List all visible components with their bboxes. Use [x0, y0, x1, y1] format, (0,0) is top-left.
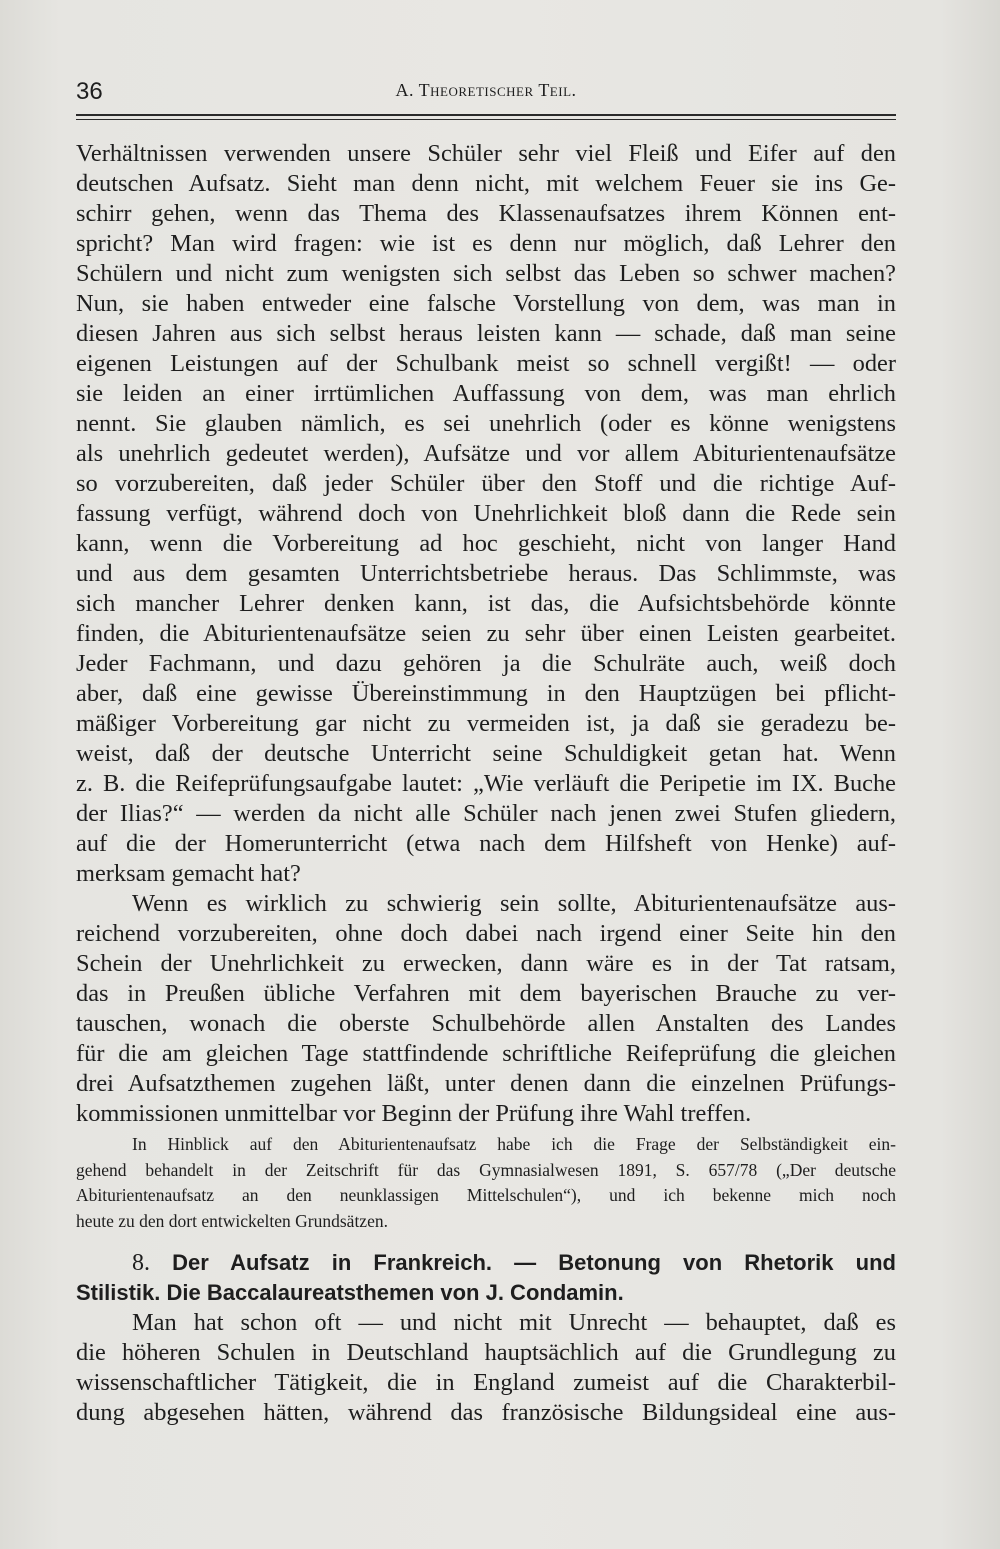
text-line: Schülern und nicht zum wenigsten sich selbst das Leben so schwer machen?: [76, 260, 896, 287]
section-heading-line-2: Stilistik. Die Baccalaureatsthemen von J. Condamin.: [76, 1280, 624, 1305]
text-line: merksam gemacht hat?: [76, 860, 301, 887]
text-line: der Ilias?“ — werden da nicht alle Schüler nach jenen zwei Stufen gliedern,: [76, 800, 896, 827]
text-line: dung abgesehen hätten, während das französische Bildungsideal eine aus-: [76, 1399, 896, 1426]
footnote: [76, 1132, 896, 1234]
page-number: 36: [76, 78, 103, 105]
footnote-line: gehend behandelt in der Zeitschrift für das Gymnasialwesen 1891, S. 657/78 („Der deutsche: [76, 1159, 896, 1180]
text-line: z. B. die Reifeprüfungsaufgabe lautet: „Wie verläuft die Peripetie im IX. Buche: [76, 770, 896, 797]
header-rule-thin: [76, 119, 896, 120]
section-number: 8.: [132, 1250, 150, 1276]
header-rule: [76, 114, 896, 116]
text-line: finden, die Abiturientenaufsätze seien zu sehr über einen Leisten gearbeitet.: [76, 620, 896, 647]
text-line: Verhältnissen verwenden unsere Schüler sehr viel Fleiß und Eifer auf den: [76, 140, 896, 167]
text-line: spricht? Man wird fragen: wie ist es denn nur möglich, daß Lehrer den: [76, 230, 896, 257]
text-line: tauschen, wonach die oberste Schulbehörde allen Anstalten des Landes: [76, 1010, 896, 1037]
page-header: [76, 76, 896, 106]
text-line: Wenn es wirklich zu schwierig sein sollte, Abiturientenaufsätze aus-: [132, 890, 896, 917]
page-body: [76, 139, 896, 1428]
text-line: Jeder Fachmann, und dazu gehören ja die Schulräte auch, weiß doch: [76, 650, 896, 677]
text-line: nennt. Sie glauben nämlich, es sei unehrlich (oder es könne wenigstens: [76, 410, 896, 437]
text-line: aber, daß eine gewisse Übereinstimmung in den Hauptzügen bei pflicht-: [76, 680, 896, 707]
running-head: A. Theoretischer Teil.: [395, 80, 577, 100]
text-line: kann, wenn die Vorbereitung ad hoc geschieht, nicht von langer Hand: [76, 530, 896, 557]
text-line: fassung verfügt, während doch von Unehrlichkeit bloß dann die Rede sein: [76, 500, 896, 527]
text-line: und aus dem gesamten Unterrichtsbetriebe heraus. Das Schlimmste, was: [76, 560, 896, 587]
paragraph-3: [76, 1308, 896, 1428]
text-line: schirr gehen, wenn das Thema des Klassenaufsatzes ihrem Können ent-: [76, 200, 896, 227]
text-line: sie leiden an einer irrtümlichen Auffassung von dem, was man ehrlich: [76, 380, 896, 407]
section-heading: [76, 1248, 896, 1308]
text-line: deutschen Aufsatz. Sieht man denn nicht, mit welchem Feuer sie ins Ge-: [76, 170, 896, 197]
text-line: wissenschaftlicher Tätigkeit, die in England zumeist auf die Charakterbil-: [76, 1369, 896, 1396]
text-line: weist, daß der deutsche Unterricht seine Schuldigkeit getan hat. Wenn: [76, 740, 896, 767]
text-line: für die am gleichen Tage stattfindende schriftliche Reifeprüfung die gleichen: [76, 1040, 896, 1067]
text-line: eigenen Leistungen auf der Schulbank meist so schnell vergißt! — oder: [76, 350, 896, 377]
footnote-line: Abiturientenaufsatz an den neunklassigen Mittelschulen“), und ich bekenne mich noch: [76, 1185, 896, 1205]
text-line: kommissionen unmittelbar vor Beginn der Prüfung ihre Wahl treffen.: [76, 1100, 752, 1127]
text-line: so vorzubereiten, daß jeder Schüler über den Stoff und die richtige Auf-: [76, 470, 896, 497]
text-line: sich mancher Lehrer denken kann, ist das, die Aufsichtsbehörde könnte: [76, 590, 896, 617]
text-line: drei Aufsatzthemen zugehen läßt, unter denen dann die einzelnen Prüfungs-: [76, 1070, 896, 1097]
paragraph-1: [76, 139, 896, 889]
text-line: Schein der Unehrlichkeit zu erwecken, dann wäre es in der Tat ratsam,: [76, 950, 896, 977]
text-line: die höheren Schulen in Deutschland hauptsächlich auf die Grundlegung zu: [76, 1339, 896, 1366]
text-line: Man hat schon oft — und nicht mit Unrecht — behauptet, daß es: [132, 1309, 896, 1336]
text-line: reichend vorzubereiten, ohne doch dabei nach irgend einer Seite hin den: [76, 920, 896, 947]
text-line: auf die der Homerunterricht (etwa nach dem Hilfsheft von Henke) auf-: [76, 830, 896, 857]
footnote-line: heute zu den dort entwickelten Grundsätzen.: [76, 1210, 388, 1231]
text-line: mäßiger Vorbereitung gar nicht zu vermeiden ist, ja daß sie geradezu be-: [76, 710, 896, 737]
section-heading-line-1: [76, 1248, 896, 1278]
paragraph-2: [76, 889, 896, 1129]
text-line: Nun, sie haben entweder eine falsche Vorstellung von dem, was man in: [76, 290, 896, 317]
text-line: als unehrlich gedeutet werden), Aufsätze und vor allem Abiturientenaufsätze: [76, 440, 896, 467]
text-line: das in Preußen übliche Verfahren mit dem bayerischen Brauche zu ver-: [76, 980, 896, 1007]
text-line: diesen Jahren aus sich selbst heraus leisten kann — schade, daß man seine: [76, 320, 896, 347]
section-title-1: Der Aufsatz in Frankreich. — Betonung von Rhetorik und: [172, 1250, 896, 1275]
footnote-line: In Hinblick auf den Abiturientenaufsatz habe ich die Frage der Selbständigkeit ein-: [132, 1134, 896, 1154]
